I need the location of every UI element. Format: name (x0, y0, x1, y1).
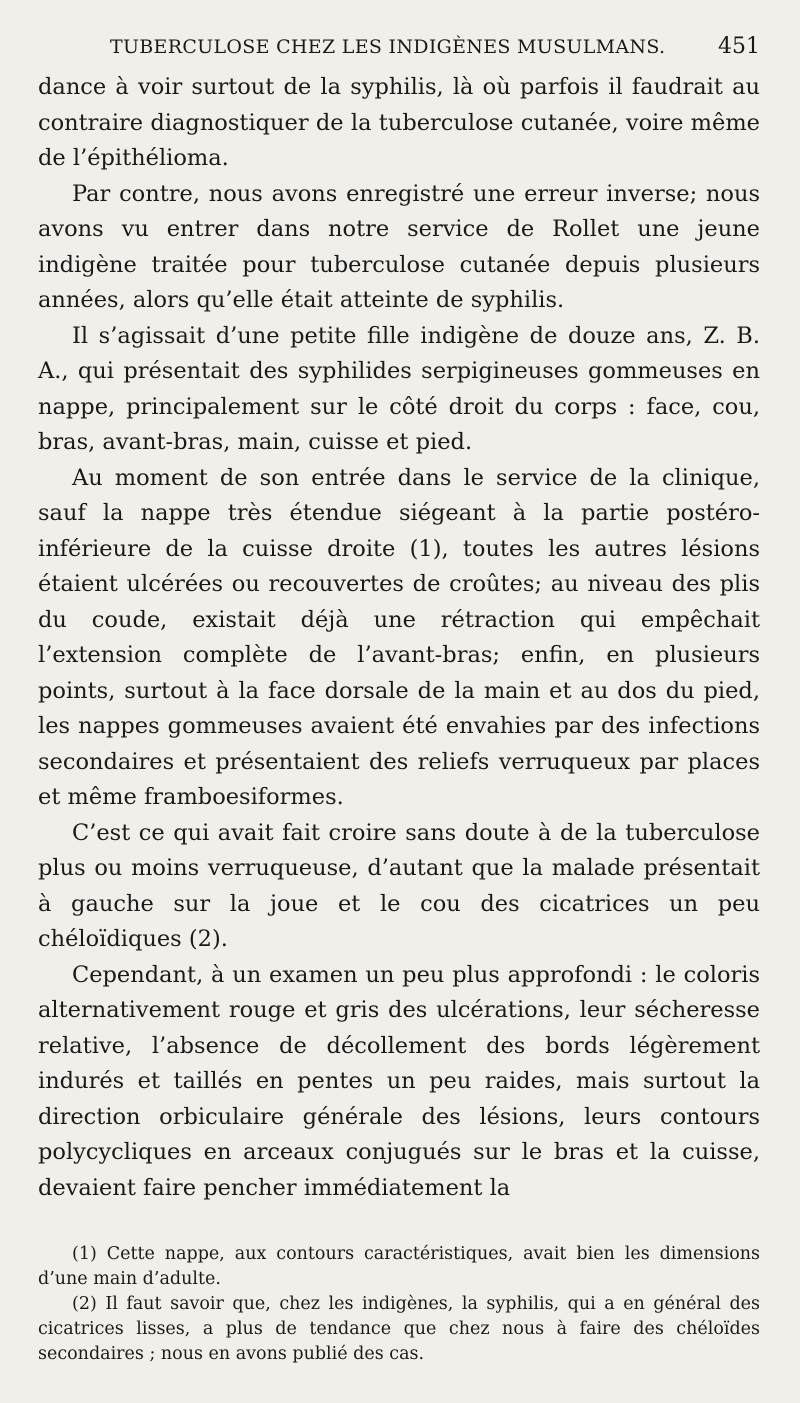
paragraph: C’est ce qui avait fait croire sans doute à de la tuberculose plus ou moins verruqueuse, d’autant que la malade présentait à gauche sur la joue et le cou des cicatrices un peu chéloïdiques (2). (38, 819, 760, 952)
paragraph: Cependant, à un examen un peu plus approfondi : le coloris alternativement rouge et gris des ulcérations, leur sécheresse relative, l’absence de décollement des bords légèrement indurés et taillés en pentes un peu raides, mais surtout la direction orbiculaire générale des lésions, leurs contours polycycliques en arceaux conjugués sur le bras et la cuisse, devaient faire pencher immédiatement la (38, 961, 760, 1201)
body-text (38, 70, 760, 1206)
paragraph: Au moment de son entrée dans le service de la clinique, sauf la nappe très étendue siégeant à la partie postéro-inférieure de la cuisse droite (1), toutes les autres lésions étaient ulcérées ou recouvertes de croûtes; au niveau des plis du coude, existait déjà une rétraction qui empêchait l’extension complète de l’avant-bras; enfin, en plusieurs points, surtout à la face dorsale de la main et au dos du pied, les nappes gommeuses avaient été envahies par des infections secondaires et présentaient des reliefs verruqueux par places et même framboesiformes. (38, 464, 760, 810)
footnote-2: (2) Il faut savoir que, chez les indigènes, la syphilis, qui a en général des cicatrices lisses, a plus de tendance que chez nous à faire des chéloïdes secondaires ; nous en avons publié des cas. (38, 1294, 760, 1364)
paragraph: Il s’agissait d’une petite fille indigène de douze ans, Z. B. A., qui présentait des syphilides serpigineuses gommeuses en nappe, principalement sur le côté droit du corps : face, cou, bras, avant-bras, main, cuisse et pied. (38, 322, 760, 455)
paragraph: dance à voir surtout de la syphilis, là où parfois il faudrait au contraire diagnostiquer de la tuberculose cutanée, voire même de l’épithélioma. (38, 74, 760, 171)
footnotes (38, 1242, 760, 1367)
page-number: 451 (718, 34, 760, 59)
running-header (38, 34, 760, 70)
running-title: TUBERCULOSE CHEZ LES INDIGÈNES MUSULMANS. (110, 36, 666, 58)
footnote-1: (1) Cette nappe, aux contours caractéristiques, avait bien les dimensions d’une main d’adulte. (38, 1244, 760, 1289)
paragraph: Par contre, nous avons enregistré une erreur inverse; nous avons vu entrer dans notre service de Rollet une jeune indigène traitée pour tuberculose cutanée depuis plusieurs années, alors qu’elle était atteinte de syphilis. (38, 180, 760, 313)
